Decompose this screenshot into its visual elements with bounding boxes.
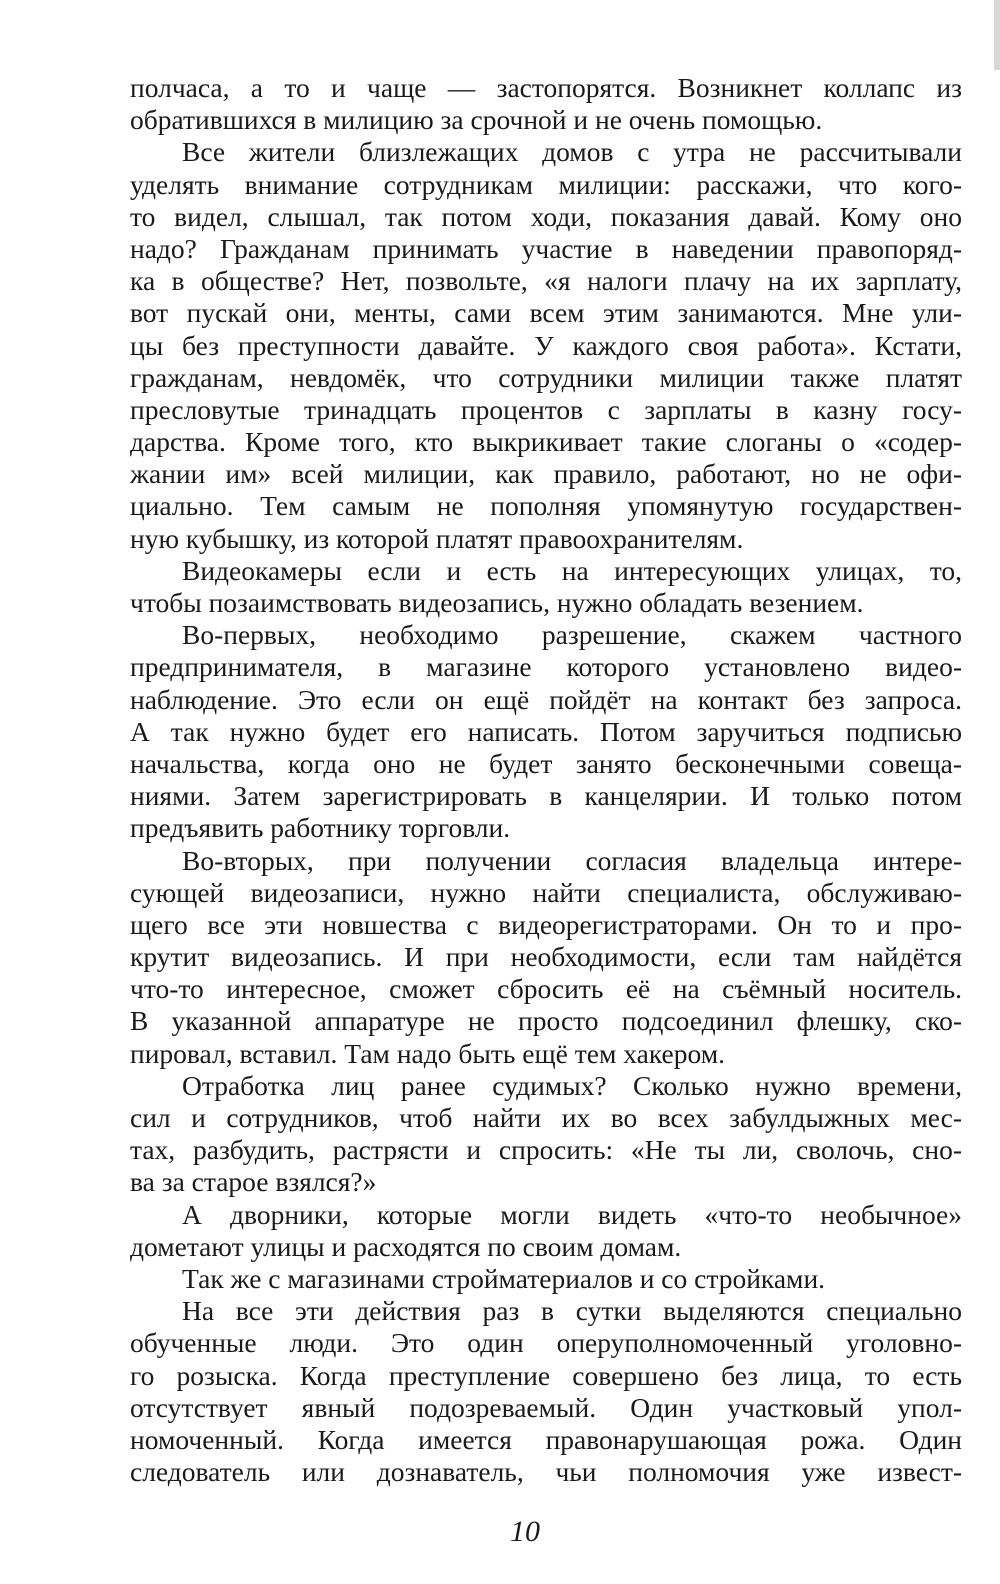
text-line: Во-первых, необходимо разрешение, скажем частного [182,619,962,651]
text-line: сил и сотрудников, чтоб найти их во всех забулдыжных мес- [130,1102,962,1133]
text-line: ка в обществе? Нет, позвольте, «я налоги плачу на их зарплату, [130,265,962,297]
body-text [130,72,962,1488]
text-line: полчаса, а то и чаще — застопорятся. Возникнет коллапс из [130,72,962,103]
text-line: Все жители близлежащих домов с утра не рассчитывали [182,136,962,168]
text-line: дометают улицы и расходятся по своим домам. [130,1230,682,1262]
text-line: пировал, вставил. Там надо быть ещё тем хакером. [130,1037,725,1069]
text-line: гражданам, невдомёк, что сотрудники милиции также платят [130,361,962,393]
page-edge-shadow [994,0,1000,70]
text-line: сующей видеозаписи, нужно найти специалиста, обслуживаю- [130,876,962,908]
text-line: предъявить работнику торговли. [130,812,511,844]
text-line: надо? Гражданам принимать участие в наведении правопоряд- [130,232,962,264]
text-line: наблюдение. Это если он ещё пойдёт на контакт без запроса. [130,683,962,715]
text-line: обратившихся в милицию за срочной и не очень помощью. [130,104,823,136]
text-line: го розыска. Когда преступление совершено без лица, то есть [130,1359,962,1391]
text-line: то видел, слышал, так потом ходи, показания давай. Кому оно [130,200,962,232]
text-line: ную кубышку, из которой платят правоохранителям. [130,522,744,554]
text-line: ниями. Затем зарегистрировать в канцелярии. И только потом [130,780,962,812]
text-line: Так же с магазинами стройматериалов и со стройками. [182,1262,826,1294]
text-line: обученные люди. Это один оперуполномоченный уголовно- [130,1327,962,1359]
text-line: номоченный. Когда имеется правонарушающая рожа. Один [130,1423,962,1455]
text-line: цы без преступности давайте. У каждого своя работа». Кстати, [130,329,962,361]
text-line: жании им» всей милиции, как правило, работают, но не офи- [130,458,962,490]
text-line: вот пускай они, менты, сами всем этим занимаются. Мне ули- [130,297,962,329]
text-line: В указанной аппаратуре не просто подсоединил флешку, ско- [130,1005,962,1037]
text-line: чтобы позаимствовать видеозапись, нужно обладать везением. [130,587,864,618]
text-line: Отработка лиц ранее судимых? Сколько нужно времени, [182,1069,962,1101]
text-line: уделять внимание сотрудникам милиции: расскажи, что кого- [130,168,962,200]
text-line: пресловутые тринадцать процентов с зарплаты в казну госу- [130,393,962,425]
text-line: А так нужно будет его написать. Потом заручиться подписью [130,715,962,747]
text-line: циально. Тем самым не пополняя упомянутую государствен- [130,490,962,522]
text-line: тах, разбудить, растрясти и спросить: «Не ты ли, сволочь, сно- [130,1134,962,1166]
text-line: ва за старое взялся?» [130,1166,377,1198]
text-line: отсутствует явный подозреваемый. Один участковый упол- [130,1391,962,1423]
text-line: Во-вторых, при получении согласия владельца интере- [182,844,962,876]
page-number: 10 [510,1515,540,1548]
text-line: начальства, когда оно не будет занято бесконечными совеща- [130,747,962,779]
text-line: На все эти действия раз в сутки выделяются специально [182,1295,962,1327]
text-line: Видеокамеры если и есть на интересующих улицах, то, [182,554,962,586]
text-line: крутит видеозапись. И при необходимости, если там найдётся [130,941,962,973]
text-line: предпринимателя, в магазине которого установлено видео- [130,651,962,683]
text-line: следователь или дознаватель, чьи полномочия уже извест- [130,1456,962,1488]
text-line: дарства. Кроме того, кто выкрикивает такие слоганы о «содер- [130,426,962,458]
text-line: что-то интересное, сможет сбросить её на съёмный носитель. [130,973,962,1005]
text-line: щего все эти новшества с видеорегистраторами. Он то и про- [130,908,962,940]
text-line: А дворники, которые могли видеть «что-то необычное» [182,1198,962,1230]
